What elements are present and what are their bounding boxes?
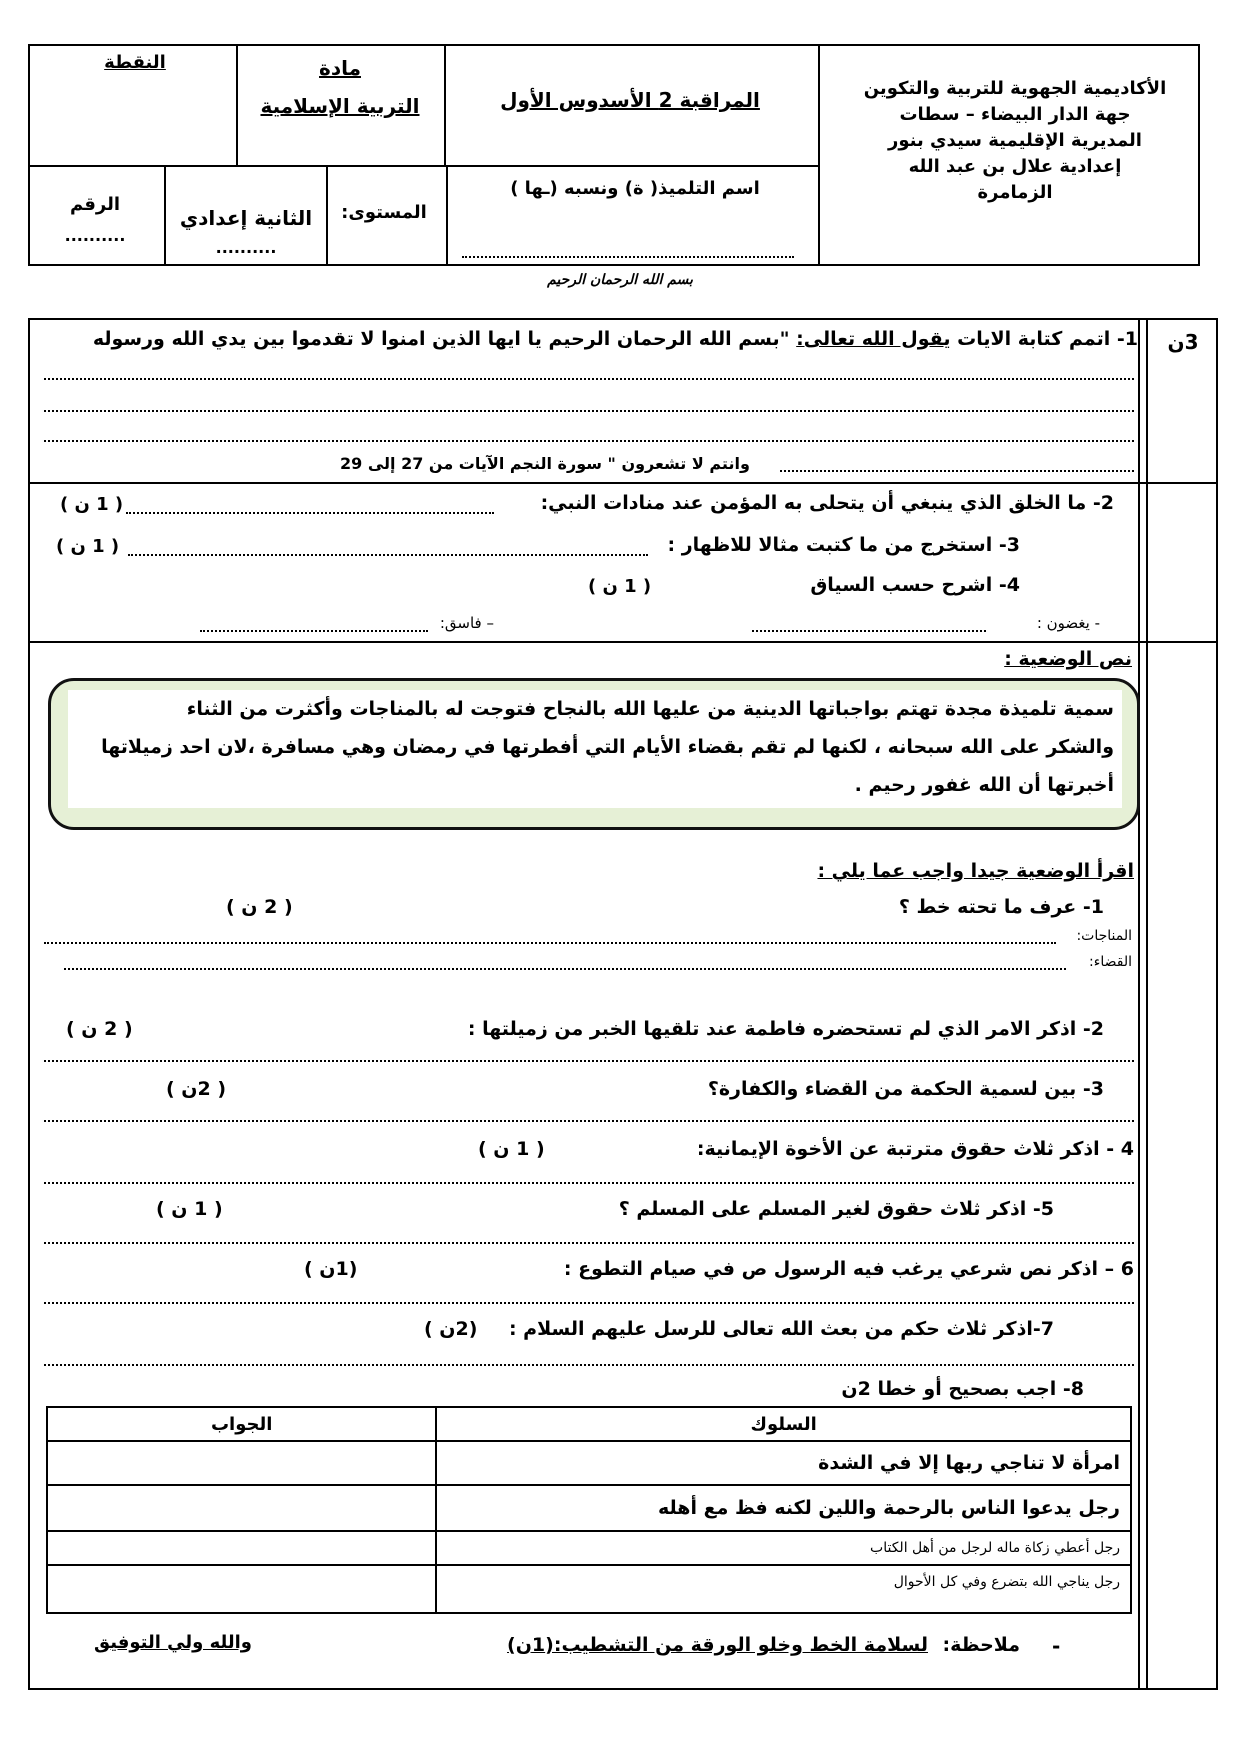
number-dots: ..........: [64, 226, 126, 245]
word-2-answer[interactable]: [200, 630, 428, 632]
q1-line: [93, 328, 1138, 350]
q4-text: 4- اشرح حسب السياق: [810, 574, 1020, 596]
qq8-text: 8- اجب بصحيح أو خطا 2ن: [841, 1378, 1084, 1400]
qq7-text: 7-اذكر ثلاث حكم من بعث الله تعالى للرسل عليهم السلام :: [508, 1318, 1054, 1340]
qq4-points: ( 1 ن ): [478, 1138, 545, 1160]
situation-line-1: سمية تلميذة مجدة تهتم بواجباتها الدينية من عليها الله بالنجاح فتوجت له بالمناجات وأكثرت من الثناء: [186, 698, 1114, 720]
main-vline-inner: [1138, 318, 1140, 1690]
qq2-answer[interactable]: [44, 1060, 1134, 1062]
qq3-points: ( 2ن ): [166, 1078, 227, 1100]
word-1-label: - يغضون :: [1036, 614, 1100, 632]
exam-title: المراقبة 2 الأسدوس الأول: [500, 88, 760, 112]
col-behavior-header: السلوك: [436, 1407, 1131, 1441]
student-name-field[interactable]: [462, 256, 794, 258]
basmala: بسم الله الرحمان الرحيم: [547, 272, 693, 288]
qq7-answer[interactable]: [44, 1364, 1134, 1366]
q1-text-b: يقول الله تعالى:: [796, 328, 951, 350]
qq1-b-label: القضاء:: [1089, 954, 1132, 970]
qq5-text: 5- اذكر ثلاث حقوق لغير المسلم على المسلم ؟: [618, 1198, 1054, 1220]
qq1-a-answer[interactable]: [44, 942, 1056, 944]
q1-answer-line-1[interactable]: [44, 378, 1134, 380]
header-divider: [28, 165, 820, 167]
academy-line-3: المديرية الإقليمية سيدي بنور: [888, 130, 1142, 151]
behavior-cell: امرأة لا تناجي ربها إلا في الشدة: [436, 1441, 1131, 1485]
answer-cell[interactable]: [47, 1485, 436, 1531]
subject-label: مادة: [319, 56, 361, 80]
qq6-points: (1ن ): [304, 1258, 358, 1280]
situation-line-3: أخبرتها أن الله غفور رحيم .: [854, 774, 1114, 796]
section1-points: 3ن: [1167, 330, 1199, 354]
behavior-cell: رجل يدعوا الناس بالرحمة واللين لكنه فظ مع أهله: [436, 1485, 1131, 1531]
q1-answer-line-4[interactable]: [780, 470, 1134, 472]
q3-text: 3- استخرج من ما كتبت مثالا للاظهار :: [667, 534, 1020, 556]
q1-number: 1-: [1116, 328, 1138, 350]
qq4-text: 4 - اذكر ثلاث حقوق مترتبة عن الأخوة الإيمانية:: [696, 1138, 1134, 1160]
q2-text: 2- ما الخلق الذي ينبغي أن يتحلى به المؤمن عند منادات النبي:: [540, 492, 1114, 514]
qq2-points: ( 2 ن ): [66, 1018, 133, 1040]
table-row: [47, 1485, 1131, 1531]
note-bullet: -: [1052, 1634, 1061, 1658]
header-vline-6: [164, 165, 166, 266]
word-2-label: – فاسق:: [439, 614, 494, 632]
q2-points: ( 1 ن ): [60, 494, 124, 515]
qq4-answer[interactable]: [44, 1182, 1134, 1184]
header-vline-1: [818, 44, 820, 266]
header-vline-5: [326, 165, 328, 266]
header-vline-3: [236, 44, 238, 165]
q1-answer-line-3[interactable]: [44, 440, 1134, 442]
qq6-text: 6 – اذكر نص شرعي يرغب فيه الرسول ص في صيام التطوع :: [563, 1258, 1134, 1280]
level-label: المستوى:: [341, 202, 427, 223]
level-value: الثانية إعدادي: [179, 206, 313, 230]
note-text: لسلامة الخط وخلو الورقة من التشطيب:(1ن): [507, 1634, 928, 1656]
true-false-table: [46, 1406, 1132, 1614]
qq2-text: 2- اذكر الامر الذي لم تستحضره فاطمة عند تلقيها الخبر من زميلتها :: [467, 1018, 1104, 1040]
score-label: النقطة: [104, 52, 166, 73]
main-vline-points: [1146, 318, 1148, 1690]
answer-cell[interactable]: [47, 1531, 436, 1565]
q1-verse: "بسم الله الرحمان الرحيم يا ايها الذين امنوا لا تقدموا بين يدي الله ورسوله: [92, 328, 790, 350]
word-1-answer[interactable]: [752, 630, 986, 632]
q2-answer[interactable]: [126, 512, 494, 514]
academy-line-5: الزمامرة: [977, 182, 1053, 203]
table-row: [47, 1565, 1131, 1613]
number-label: الرقم: [69, 194, 121, 215]
qq7-points: (2ن ): [424, 1318, 478, 1340]
questions-intro: اقرأ الوضعية جيدا واجب عما يلي :: [817, 860, 1134, 882]
qq1-points: ( 2 ن ): [226, 896, 293, 918]
header-vline-2: [444, 44, 446, 165]
situation-title: نص الوضعية :: [1004, 648, 1132, 670]
table-row: [47, 1441, 1131, 1485]
behavior-cell: رجل أعطي زكاة ماله لرجل من أهل الكتاب: [436, 1531, 1131, 1565]
academy-line-2: جهة الدار البيضاء – سطات: [899, 104, 1131, 125]
student-name-label: اسم التلميذ( ة) ونسبه (ـها ): [510, 178, 760, 199]
behavior-cell: رجل يناجي الله بتضرع وفي كل الأحوال: [436, 1565, 1131, 1613]
academy-line-1: الأكاديمية الجهوية للتربية والتكوين: [863, 78, 1167, 99]
qq6-answer[interactable]: [44, 1302, 1134, 1304]
answer-cell[interactable]: [47, 1565, 436, 1613]
q3-points: ( 1 ن ): [56, 536, 120, 557]
qq3-text: 3- بين لسمية الحكمة من القضاء والكفارة؟: [707, 1078, 1104, 1100]
situation-line-2: والشكر على الله سبحانه ، لكنها لم تقم بقضاء الأيام التي أفطرتها في رمضان وهي مسافرة ،لان احد زميلاتها: [101, 736, 1114, 758]
qq1-b-answer[interactable]: [64, 968, 1066, 970]
qq5-answer[interactable]: [44, 1242, 1134, 1244]
closing-text: والله ولي التوفيق: [94, 1632, 252, 1653]
qq5-points: ( 1 ن ): [156, 1198, 223, 1220]
col-answer-header: الجواب: [47, 1407, 436, 1441]
q1-verse-end: وانتم لا تشعرون " سورة النجم الآيات من 27 إلى 29: [340, 454, 750, 473]
table-header-row: [47, 1407, 1131, 1441]
note-label: ملاحظة:: [942, 1634, 1020, 1656]
section-divider-2: [28, 641, 1218, 643]
q1-answer-line-2[interactable]: [44, 410, 1134, 412]
subject-title: التربية الإسلامية: [260, 94, 420, 118]
q3-answer[interactable]: [128, 554, 648, 556]
answer-cell[interactable]: [47, 1441, 436, 1485]
qq1-text: 1- عرف ما تحته خط ؟: [898, 896, 1104, 918]
qq1-a-label: المناجات:: [1076, 928, 1132, 944]
qq3-answer[interactable]: [44, 1120, 1134, 1122]
header-vline-4: [446, 165, 448, 266]
academy-line-4: إعدادية علال بن عبد الله: [908, 156, 1122, 177]
level-dots: ..........: [215, 238, 277, 257]
table-row: [47, 1531, 1131, 1565]
q1-text-a: اتمم كتابة الايات: [957, 328, 1111, 350]
q4-points: ( 1 ن ): [588, 576, 652, 597]
section-divider-1: [28, 482, 1218, 484]
